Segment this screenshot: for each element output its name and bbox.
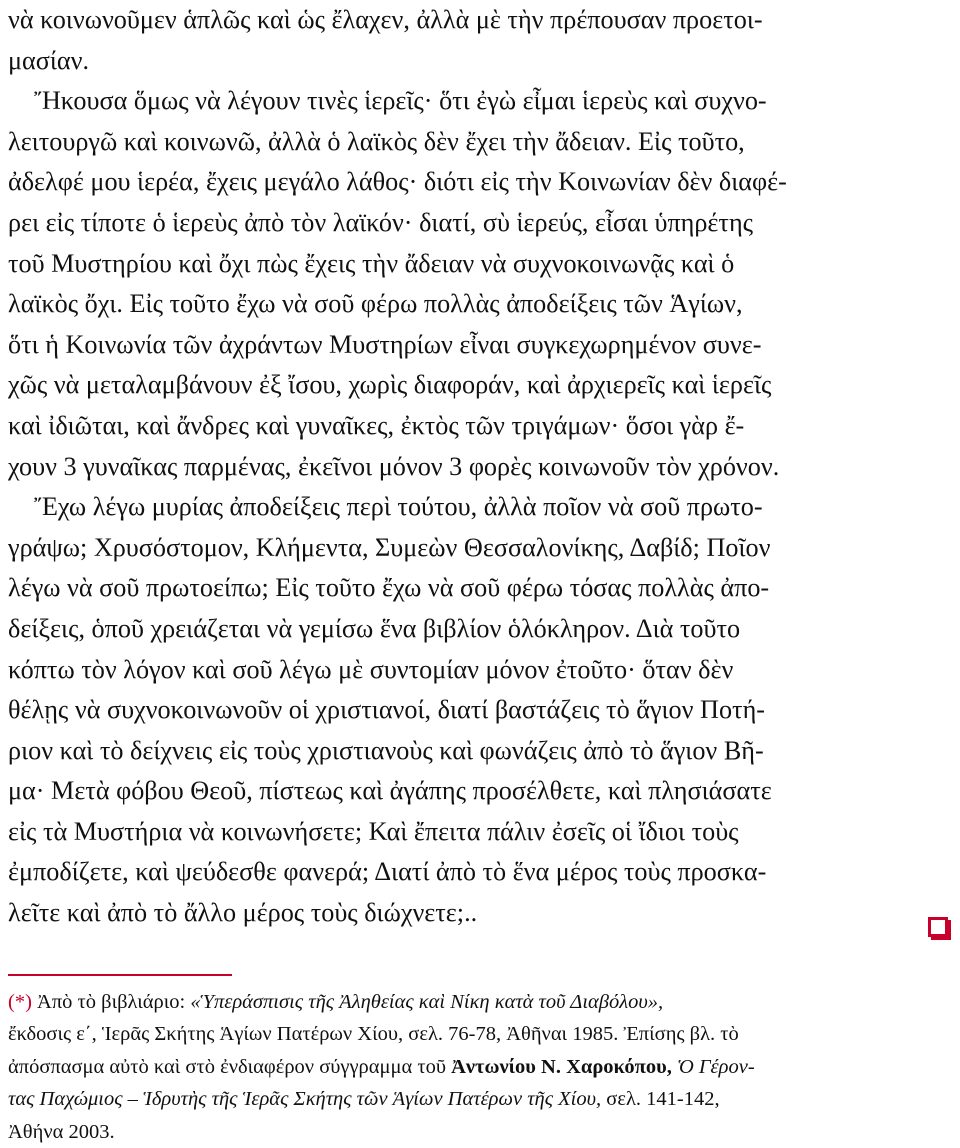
footnote-divider	[8, 974, 232, 976]
body-line: τοῦ Μυστηρίου καὶ ὄχι πὼς ἔχεις τὴν ἄδειαν νὰ συχνοκοινωνᾷς καὶ ὁ	[8, 248, 735, 278]
body-line: δείξεις, ὁποῦ χρειάζεται νὰ γεμίσω ἕνα βιβλίον ὁλόκληρον. Διὰ τοῦτο	[8, 613, 741, 643]
body-line: νὰ κοινωνοῦμεν ἁπλῶς καὶ ὡς ἔλαχεν, ἀλλὰ μὲ τὴν πρέπουσαν προετοι-	[8, 5, 763, 34]
footnote-author: Ἀντωνίου Ν. Χαροκόπου,	[451, 1055, 672, 1078]
body-line: καὶ ἰδιῶται, καὶ ἄνδρες καὶ γυναῖκες, ἐκτὸς τῶν τριγάμων· ὅσοι γὰρ ἔ-	[8, 410, 745, 440]
body-line: ρει εἰς τίποτε ὁ ἱερεὺς ἀπὸ τὸν λαϊκόν· διατί, σὺ ἱερεύς, εἶσαι ὑπηρέτης	[8, 207, 754, 237]
body-line: ὅτι ἡ Κοινωνία τῶν ἀχράντων Μυστηρίων εἶναι συγκεχωρημένον συνε-	[8, 329, 762, 359]
body-line: λαϊκὸς ὄχι. Εἰς τοῦτο ἔχω νὰ σοῦ φέρω πολλὰς ἀποδείξεις τῶν Ἁγίων,	[8, 289, 743, 319]
body-line: λέγω νὰ σοῦ πρωτοείπω; Εἰς τοῦτο ἔχω νὰ σοῦ φέρω τόσας πολλὰς ἀπο-	[8, 573, 770, 603]
body-line: γράψω; Χρυσόστομον, Κλήμεντα, Συμεὼν Θεσσαλονίκης, Δαβίδ; Ποῖον	[8, 532, 771, 562]
footnote	[8, 986, 954, 1148]
body-line: ἐμποδίζετε, καὶ ψεύδεσθε φανερά; Διατί ἀπὸ τὸ ἕνα μέρος τοὺς προσκα-	[8, 857, 767, 887]
body-line: χουν 3 γυναῖκας παρμένας, ἐκεῖνοι μόνον 3 φορὲς κοινωνοῦν τὸν χρόνον.	[8, 451, 780, 481]
footnote-line	[8, 1083, 954, 1115]
body-line: εἰς τὰ Μυστήρια νὰ κοινωνήσετε; Καὶ ἔπειτα πάλιν ἐσεῖς οἱ ἴδιοι τοὺς	[8, 816, 739, 846]
footnote-pages: σελ. 141-142,	[601, 1088, 720, 1111]
body-line: χῶς νὰ μεταλαμβάνουν ἐξ ἴσου, χωρὶς διαφοράν, καὶ ἀρχιερεῖς καὶ ἱερεῖς	[8, 370, 772, 400]
body-line: λειτουργῶ καὶ κοινωνῶ, ἀλλὰ ὁ λαϊκὸς δὲν ἔχει τὴν ἄδειαν. Εἰς τοῦτο,	[8, 126, 745, 156]
body-line: λεῖτε καὶ ἀπὸ τὸ ἄλλο μέρος τοὺς διώχνετε;..	[8, 898, 478, 928]
body-line: Ἔχω λέγω μυρίας ἀποδείξεις περὶ τούτου, ἀλλὰ ποῖον νὰ σοῦ πρωτο-	[8, 492, 763, 522]
footnote-reference-intro: ἀπόσπασμα αὐτὸ καὶ στὸ ἐνδιαφέρον σύγγραμμα τοῦ	[8, 1055, 452, 1078]
body-line: μασίαν.	[8, 45, 90, 75]
footnote-marker: (*)	[8, 991, 32, 1013]
body-line: κόπτω τὸν λόγον καὶ σοῦ λέγω μὲ συντομίαν μόνον ἐτοῦτο· ὅταν δὲν	[8, 654, 734, 684]
footnote-book-title-start: Ὁ Γέρον-	[671, 1055, 755, 1078]
footnote-line	[8, 1051, 954, 1083]
footnote-source-intro: Ἀπὸ τὸ βιβλιάριο:	[31, 991, 191, 1013]
footnote-booklet-title: «Ὑπεράσπισις τῆς Ἀληθείας καὶ Νίκη κατὰ τοῦ Διαβόλου»,	[190, 991, 664, 1013]
body-line: Ἤκουσα ὅμως νὰ λέγουν τινὲς ἱερεῖς· ὅτι ἐγὼ εἶμαι ἱερεὺς καὶ συχνο-	[8, 86, 767, 116]
footnote-line: ἔκδοσις ε΄, Ἱερᾶς Σκήτης Ἁγίων Πατέρων Χίου, σελ. 76-78, Ἀθῆναι 1985. Ἐπίσης βλ. τὸ	[8, 1023, 739, 1046]
body-line: θέλῃς νὰ συχνοκοινωνοῦν οἱ χριστιανοί, διατί βαστάζεις τὸ ἅγιον Ποτή-	[8, 695, 765, 725]
footnote-book-title-end: τας Παχώμιος – Ἱδρυτὴς τῆς Ἱερᾶς Σκήτης τῶν Ἁγίων Πατέρων τῆς Χίου,	[8, 1088, 602, 1111]
body-line: ἀδελφέ μου ἱερέα, ἔχεις μεγάλο λάθος· διότι εἰς τὴν Κοινωνίαν δὲν διαφέ-	[8, 167, 787, 197]
footnote-line: Ἀθήνα 2003.	[8, 1120, 115, 1143]
body-text	[8, 0, 954, 934]
end-mark-icon	[928, 917, 948, 937]
body-line: ριον καὶ τὸ δείχνεις εἰς τοὺς χριστιανοὺς καὶ φωνάζεις ἀπὸ τὸ ἅγιον Βῆ-	[8, 735, 764, 765]
footnote-line	[8, 986, 954, 1018]
body-line: μα· Μετὰ φόβου Θεοῦ, πίστεως καὶ ἀγάπης προσέλθετε, καὶ πλησιάσατε	[8, 776, 772, 806]
